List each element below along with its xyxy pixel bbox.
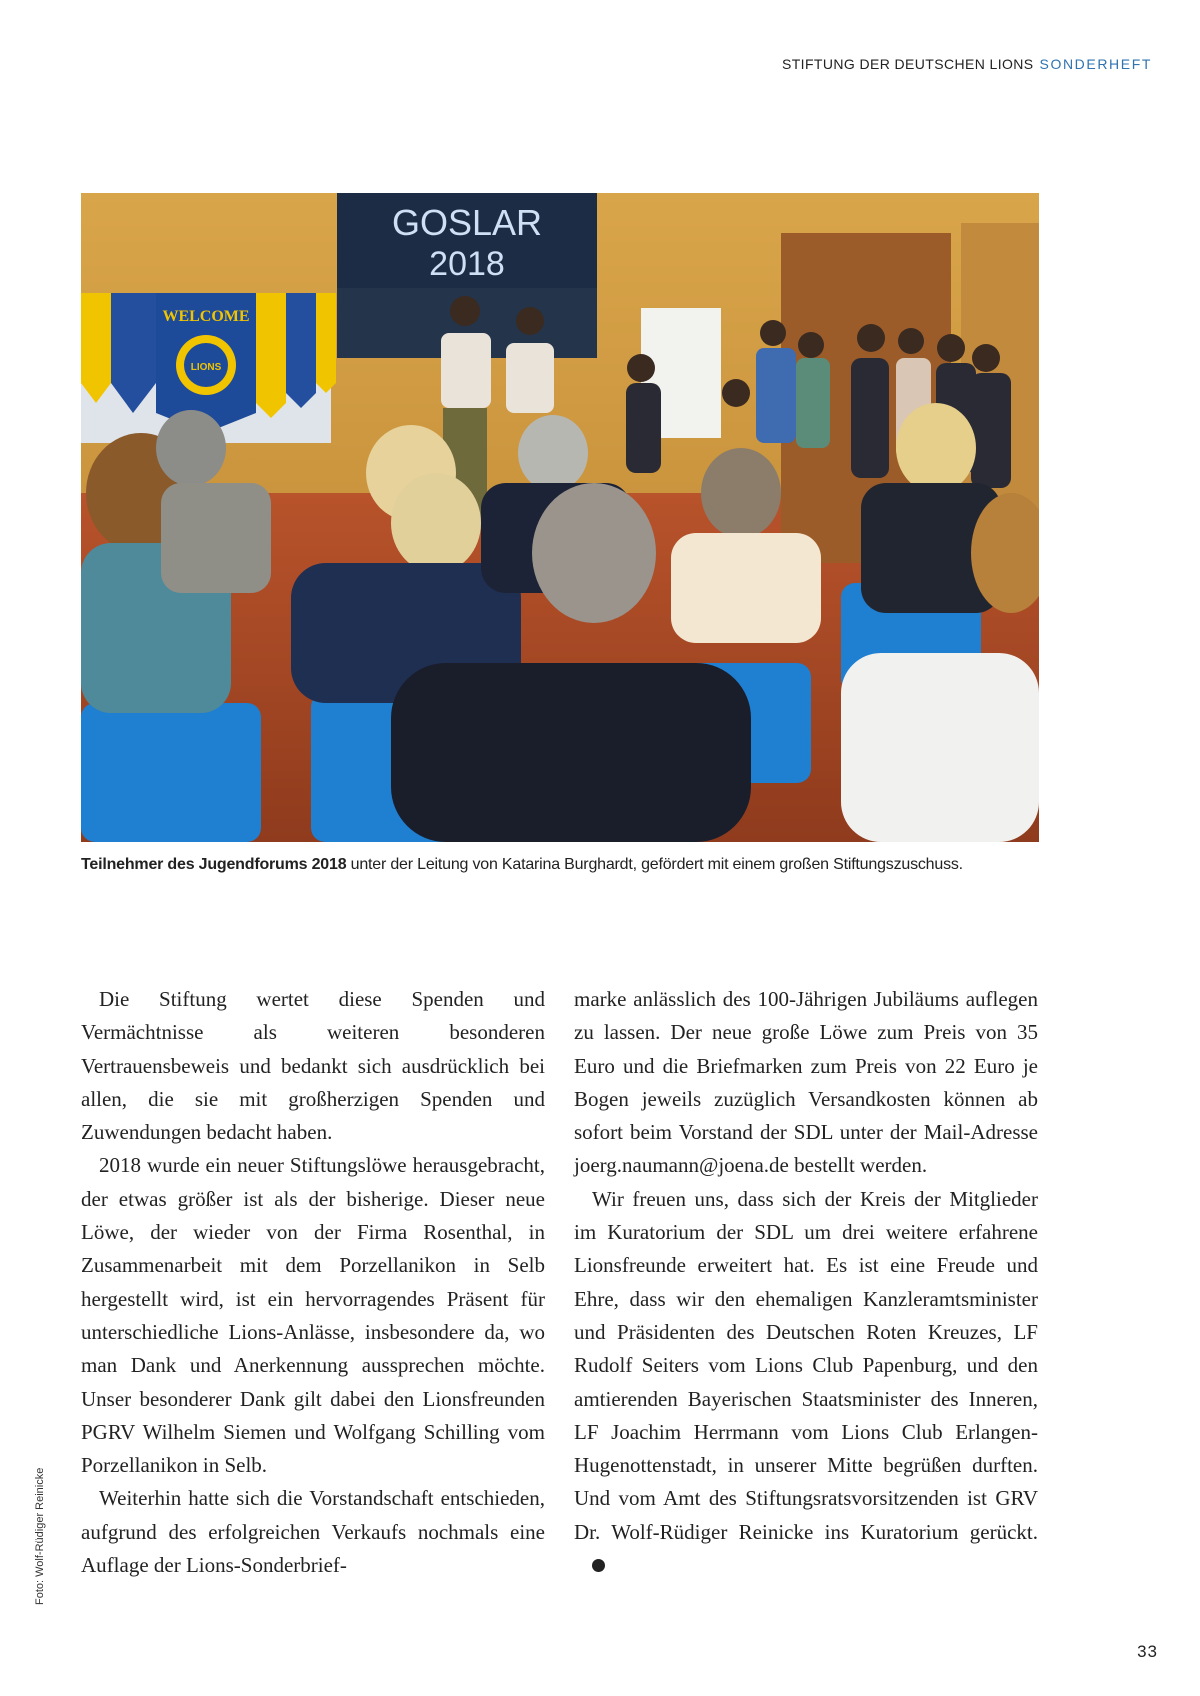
- article-column-right: [574, 983, 1038, 1582]
- screen-year: 2018: [429, 245, 505, 283]
- article-paragraph: Weiterhin hatte sich die Vorstandschaft entschieden, aufgrund des erfolgreichen Verkaufs nochmals eine Auflage der Lions-Sonderbrief-: [81, 1486, 545, 1578]
- event-photo: [81, 193, 1039, 842]
- header-publication: STIFTUNG DER DEUTSCHEN LIONS: [781, 56, 1034, 72]
- photo-credit: Foto: Wolf-Rüdiger Reinicke: [34, 1467, 46, 1605]
- article-paragraph-text: Wir freuen uns, dass sich der Kreis der Mitglieder im Kuratorium der SDL um drei weitere erfahrene Lionsfreunde erweitert hat. Es ist eine Freude und Ehre, dass wir den ehemaligen Kanzleramtsminister und Präsidenten des Deutschen Roten Kreuzes, LF Rudolf Seiters vom Lions Club Papenburg, und den amtierenden Bayerischen Staatsminister des Inneren, LF Joachim Herrmann vom Lions Club Erlangen-Hugenottenstadt, in unserer Mitte begrüßen durften. Und vom Amt des Stiftungsratsvorsitzenden ist GRV Dr. Wolf-Rüdiger Reinicke ins Kuratorium gerückt.: [574, 1186, 1038, 1544]
- article-paragraph: 2018 wurde ein neuer Stiftungslöwe herausgebracht, der etwas größer ist als der bisherige. Dieser neue Löwe, der wieder von der Firma Rosenthal, in Zusammenarbeit mit dem Porzellanikon in Selb hergestellt wird, ist ein hervorragendes Präsent für unterschiedliche Lions-Anlässe, insbesondere da, wo man Dank und Anerkennung aussprechen möchte. Unser besonderer Dank gilt dabei den Lionsfreunden PGRV Wilhelm Siemen und Wolfgang Schilling vom Porzellanikon in Selb.: [81, 1153, 545, 1478]
- caption-bold: Teilnehmer des Jugendforums 2018: [81, 856, 347, 873]
- screen-title: GOSLAR: [391, 202, 543, 243]
- article-paragraph-last: [574, 1183, 1038, 1583]
- article-column-left: [81, 983, 545, 1582]
- caption-text: unter der Leitung von Katarina Burghardt, gefördert mit einem großen Stiftungszuschuss.: [346, 856, 963, 873]
- running-header: [782, 56, 1152, 72]
- banner-emblem: LIONS: [190, 362, 222, 373]
- header-section: SONDERHEFT: [1039, 56, 1152, 72]
- photo-caption: [81, 856, 1061, 874]
- lions-end-mark-icon: [592, 1559, 605, 1572]
- article-paragraph: Die Stiftung wertet diese Spenden und Vermächtnisse als weiteren besonderen Vertrauensbeweis und bedankt sich ausdrücklich bei allen, die sie mit großherzigen Spenden und Zuwendungen bedacht haben.: [81, 987, 545, 1145]
- page-number: 33: [1137, 1642, 1158, 1661]
- article-paragraph: marke anlässlich des 100-Jährigen Jubiläums auflegen zu lassen. Der neue große Löwe zum Preis von 35 Euro und die Briefmarken zum Preis von 22 Euro je Bogen jeweils zuzüglich Versandkosten können ab sofort beim Vorstand der SDL unter der Mail-Adresse joerg.naumann@joena.de bestellt werden.: [574, 987, 1038, 1178]
- banner-welcome: WELCOME: [162, 308, 250, 325]
